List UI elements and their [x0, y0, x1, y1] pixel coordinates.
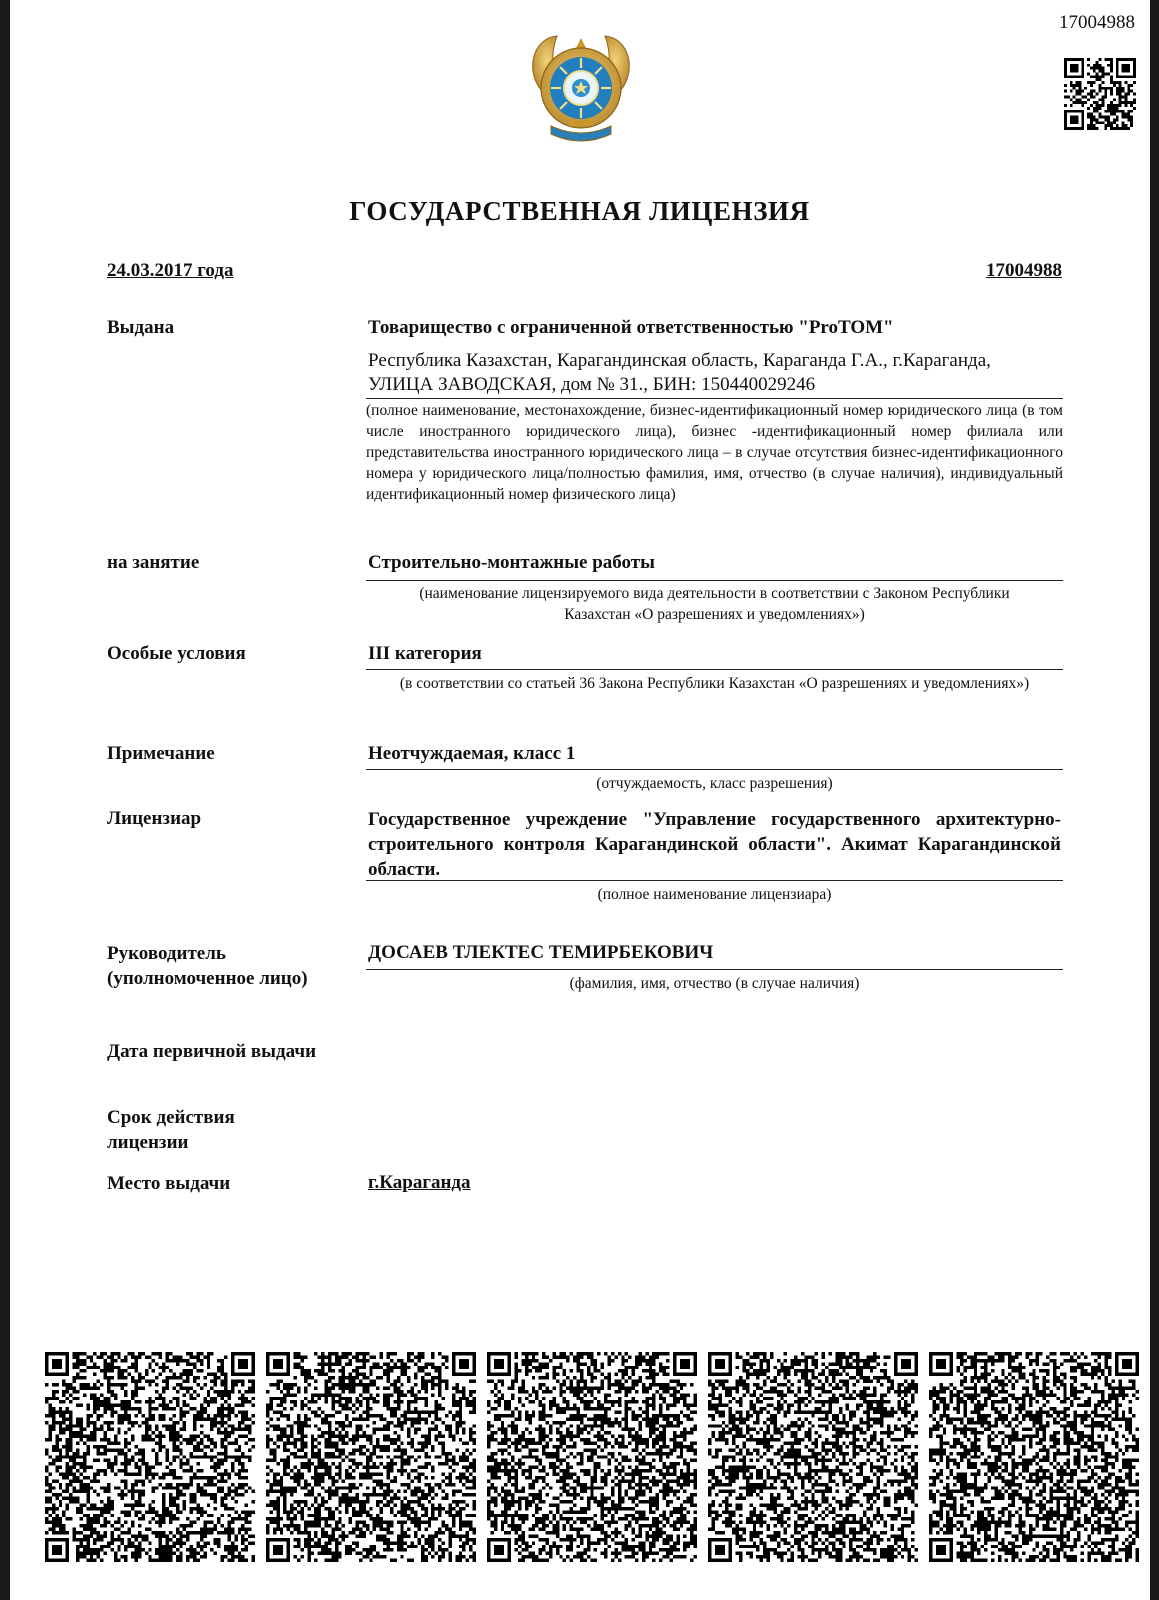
head-note: (фамилия, имя, отчество (в случае наличия): [569, 975, 860, 992]
licensor-value: Государственное учреждение "Управление государственного архитектурно-строительного контроля Карагандинской области". Акимат Карагандинской области.: [368, 809, 1061, 880]
divider: [366, 669, 1063, 670]
head-label: [107, 941, 308, 991]
qr-code-small-icon: [1064, 58, 1136, 130]
divider: [366, 580, 1063, 581]
document-number-top: 17004988: [1059, 12, 1135, 33]
licensee-address-line2: УЛИЦА ЗАВОДСКАЯ, дом № 31., БИН: 150440029246: [368, 374, 816, 395]
scan-edge-left: [0, 0, 10, 1600]
special-conditions-note: (в соответствии со статьей 36 Закона Республики Казахстан «О разрешениях и уведомлениях»): [399, 675, 1030, 692]
place-value: г.Караганда: [368, 1172, 471, 1193]
remark-label: Примечание: [107, 743, 215, 764]
issue-date: 24.03.2017 года: [107, 260, 234, 281]
validity-label-line2: лицензии: [107, 1132, 189, 1153]
qr-code-5-icon: [928, 1352, 1140, 1562]
licensor-label: Лицензиар: [107, 808, 202, 829]
special-conditions-value: III категория: [368, 643, 482, 664]
remark-note: (отчуждаемость, класс разрешения): [596, 775, 833, 792]
licensee-note: (полное наименование, местонахождение, бизнес-идентификационный номер юридического лица (в том числе иностранного юридического лица), бизнес -идентификационный номер филиала или представительства иностранного юридического лица – в случае отсутствия бизнес-идентификационного номера у юридического лица/полностью фамилия, имя, отчество (в случае наличия), индивидуальный идентификационный номер физического лица): [366, 402, 1063, 503]
divider: [366, 880, 1063, 881]
divider: [366, 398, 1063, 399]
license-number: 17004988: [986, 260, 1062, 281]
divider: [366, 969, 1063, 970]
head-label-line1: Руководитель: [107, 943, 226, 964]
issued-to-label: Выдана: [107, 317, 175, 338]
licensee-address-line1: Республика Казахстан, Карагандинская область, Караганда Г.А., г.Караганда,: [368, 350, 991, 371]
qr-code-3-icon: [486, 1352, 698, 1562]
place-label: Место выдачи: [107, 1173, 231, 1194]
head-label-line2: (уполномоченное лицо): [107, 968, 308, 989]
activity-note: (наименование лицензируемого вида деятельности в соответствии с Законом Республики Казахстан «О разрешениях и уведомлениях»): [419, 585, 1010, 623]
state-emblem-icon: [521, 30, 641, 148]
validity-label-line1: Срок действия: [107, 1107, 235, 1128]
head-name: ДОСАЕВ ТЛЕКТЕС ТЕМИРБЕКОВИЧ: [368, 942, 714, 963]
document-title: ГОСУДАРСТВЕННАЯ ЛИЦЕНЗИЯ: [349, 196, 810, 226]
licensee-name: Товарищество с ограниченной ответственностью "ProTOM": [368, 317, 894, 338]
qr-code-1-icon: [44, 1352, 256, 1562]
activity-value: Строительно-монтажные работы: [368, 552, 655, 573]
qr-code-2-icon: [265, 1352, 477, 1562]
remark-value: Неотчуждаемая, класс 1: [368, 743, 576, 764]
validity-label: [107, 1105, 235, 1155]
qr-code-4-icon: [707, 1352, 919, 1562]
activity-label: на занятие: [107, 552, 200, 573]
licensor-note: (полное наименование лицензиара): [597, 886, 832, 903]
divider: [366, 769, 1063, 770]
first-issue-date-label: Дата первичной выдачи: [107, 1041, 317, 1062]
special-conditions-label: Особые условия: [107, 643, 246, 664]
scan-edge-right: [1150, 0, 1159, 1600]
